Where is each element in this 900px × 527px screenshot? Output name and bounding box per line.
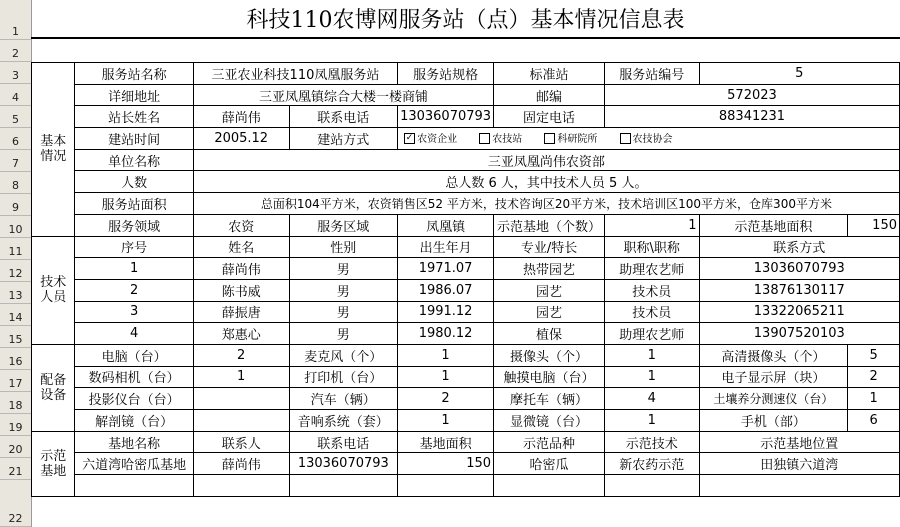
station-spec[interactable]: 标准站: [494, 63, 605, 85]
cell-label[interactable]: 站长姓名: [75, 106, 193, 128]
demo-cell[interactable]: 13036070793: [289, 453, 398, 475]
equipment-count[interactable]: 1: [604, 344, 699, 366]
method-option[interactable]: 农技站: [479, 134, 522, 145]
cell-label[interactable]: 详细地址: [75, 84, 193, 106]
table-row: [32, 236, 900, 258]
staff-cell[interactable]: 13876130117: [699, 279, 899, 301]
table-row: [32, 214, 900, 236]
staff-cell[interactable]: 园艺: [494, 279, 605, 301]
equipment-count[interactable]: 4: [604, 388, 699, 410]
group-label-basic: 基本情况: [32, 63, 75, 237]
station-area[interactable]: 总面积104平方米，农资销售区52 平方米，技术咨询区20平方米，技术培训区100平方米，仓库300平方米: [193, 193, 899, 215]
row-number[interactable]: 16: [0, 348, 31, 370]
staff-cell[interactable]: 1980.12: [398, 323, 494, 345]
staff-cell[interactable]: 3: [75, 301, 193, 323]
table-row: [32, 84, 900, 106]
table-row: [32, 323, 900, 345]
row-number[interactable]: 6: [0, 128, 31, 150]
equipment-label[interactable]: 解剖镜（台）: [75, 410, 193, 432]
equipment-label[interactable]: 高清摄像头（个）: [699, 344, 848, 366]
demo-cell[interactable]: 150: [398, 453, 494, 475]
row-number[interactable]: 14: [0, 304, 31, 326]
staff-cell[interactable]: 薛振唐: [193, 301, 289, 323]
table-row: [32, 149, 900, 171]
row-number[interactable]: 18: [0, 392, 31, 414]
table-row: [32, 279, 900, 301]
column-header[interactable]: 出生年月: [398, 236, 494, 258]
staff-cell[interactable]: 技术员: [604, 279, 699, 301]
row-number[interactable]: 20: [0, 436, 31, 458]
equipment-label[interactable]: 土壤养分测速仪（台）: [699, 388, 848, 410]
table-row: [32, 475, 900, 497]
staff-cell[interactable]: 1991.12: [398, 301, 494, 323]
row-number[interactable]: 15: [0, 326, 31, 348]
row-number[interactable]: 21: [0, 458, 31, 480]
cell-label[interactable]: 示范基地面积: [699, 214, 848, 236]
table-row: [32, 453, 900, 475]
checkbox[interactable]: [620, 133, 631, 144]
demo-base-count[interactable]: 1: [604, 214, 699, 236]
checkbox[interactable]: [479, 133, 490, 144]
staff-cell[interactable]: 1971.07: [398, 258, 494, 280]
table-row: [32, 301, 900, 323]
cell-label[interactable]: 邮编: [494, 84, 605, 106]
equipment-label[interactable]: 数码相机（台）: [75, 366, 193, 388]
cell-label[interactable]: 服务站规格: [398, 63, 494, 85]
empty-cell[interactable]: [699, 475, 899, 497]
info-table-wrapper: [31, 62, 900, 497]
demo-cell[interactable]: 田独镇六道湾: [699, 453, 899, 475]
empty-cell[interactable]: [604, 475, 699, 497]
row-number[interactable]: 22: [0, 480, 31, 527]
column-header[interactable]: 专业/特长: [494, 236, 605, 258]
column-header[interactable]: 基地面积: [398, 431, 494, 453]
column-header[interactable]: 序号: [75, 236, 193, 258]
row-number[interactable]: 19: [0, 414, 31, 436]
staff-cell[interactable]: 园艺: [494, 301, 605, 323]
equipment-count[interactable]: 2: [398, 388, 494, 410]
cell-label[interactable]: 服务区域: [289, 214, 398, 236]
equipment-label[interactable]: 显微镜（台）: [494, 410, 605, 432]
equipment-count[interactable]: 6: [848, 410, 900, 432]
equipment-label[interactable]: 摩托车（辆）: [494, 388, 605, 410]
cell-label[interactable]: 建站时间: [75, 128, 193, 150]
fixed-phone[interactable]: 88341231: [604, 106, 899, 128]
table-row: [32, 128, 900, 150]
empty-cell[interactable]: [398, 475, 494, 497]
demo-cell[interactable]: 新农药示范: [604, 453, 699, 475]
column-header[interactable]: 性别: [289, 236, 398, 258]
equipment-count[interactable]: 1: [193, 366, 289, 388]
checkbox[interactable]: [544, 133, 555, 144]
equipment-label[interactable]: 音响系统（套）: [289, 410, 398, 432]
row-header-column: [0, 0, 32, 527]
equipment-label[interactable]: 电子显示屏（块）: [699, 366, 848, 388]
equipment-count[interactable]: [193, 410, 289, 432]
equipment-label[interactable]: 麦克风（个）: [289, 344, 398, 366]
equipment-label[interactable]: 投影仪台（台）: [75, 388, 193, 410]
row-number[interactable]: 1: [0, 0, 31, 40]
build-date[interactable]: 2005.12: [193, 128, 289, 150]
staff-cell[interactable]: 13322065211: [699, 301, 899, 323]
staff-cell[interactable]: 13907520103: [699, 323, 899, 345]
staff-cell[interactable]: 4: [75, 323, 193, 345]
column-header[interactable]: 示范品种: [494, 431, 605, 453]
station-head[interactable]: 薛尚伟: [193, 106, 289, 128]
equipment-count[interactable]: 1: [848, 388, 900, 410]
row-number[interactable]: 2: [0, 40, 31, 62]
equipment-count[interactable]: 1: [604, 366, 699, 388]
table-row: [32, 431, 900, 453]
demo-cell[interactable]: 哈密瓜: [494, 453, 605, 475]
staff-cell[interactable]: 13036070793: [699, 258, 899, 280]
method-option[interactable]: ✓ 农资企业: [405, 132, 458, 146]
demo-cell[interactable]: 薛尚伟: [193, 453, 289, 475]
blank-row[interactable]: [31, 39, 900, 62]
service-field[interactable]: 农资: [193, 214, 289, 236]
equipment-count[interactable]: 1: [398, 366, 494, 388]
cell-label[interactable]: 服务站名称: [75, 63, 193, 85]
staff-cell[interactable]: 热带园艺: [494, 258, 605, 280]
row-number[interactable]: 13: [0, 282, 31, 304]
empty-cell[interactable]: [75, 475, 193, 497]
unit-name[interactable]: 三亚凤凰尚伟农资部: [193, 149, 899, 171]
cell-label[interactable]: 服务领域: [75, 214, 193, 236]
equipment-label[interactable]: 触摸电脑（台）: [494, 366, 605, 388]
staff-cell[interactable]: 1: [75, 258, 193, 280]
table-row: [32, 388, 900, 410]
checkbox[interactable]: ✓: [405, 132, 414, 143]
method-option[interactable]: 农技协会: [620, 134, 673, 145]
row-number[interactable]: 8: [0, 172, 31, 194]
cell-label[interactable]: 人数: [75, 171, 193, 193]
staff-cell[interactable]: 2: [75, 279, 193, 301]
row-number[interactable]: 7: [0, 150, 31, 172]
station-address[interactable]: 三亚凤凰镇综合大楼一楼商铺: [193, 84, 493, 106]
row-number[interactable]: 12: [0, 260, 31, 282]
staff-cell[interactable]: 薛尚伟: [193, 258, 289, 280]
empty-cell[interactable]: [494, 475, 605, 497]
staff-cell[interactable]: 郑惠心: [193, 323, 289, 345]
head-phone[interactable]: 13036070793: [398, 106, 494, 128]
equipment-count[interactable]: 1: [604, 410, 699, 432]
cell-label[interactable]: 固定电话: [494, 106, 605, 128]
cell-label[interactable]: 单位名称: [75, 149, 193, 171]
staff-cell[interactable]: 助理农艺师: [604, 323, 699, 345]
demo-cell[interactable]: 六道湾哈密瓜基地: [75, 453, 193, 475]
equipment-count[interactable]: 5: [848, 344, 900, 366]
column-header[interactable]: 联系电话: [289, 431, 398, 453]
column-header[interactable]: 示范基地位置: [699, 431, 899, 453]
station-number[interactable]: 5: [699, 63, 899, 85]
equipment-count[interactable]: 2: [193, 344, 289, 366]
row-number[interactable]: 10: [0, 216, 31, 238]
demo-base-area[interactable]: 150: [848, 214, 900, 236]
table-row: [32, 63, 900, 85]
column-header[interactable]: 示范技术: [604, 431, 699, 453]
equipment-label[interactable]: 打印机（台）: [289, 366, 398, 388]
row-number[interactable]: 17: [0, 370, 31, 392]
empty-cell[interactable]: [193, 475, 289, 497]
row-number[interactable]: 11: [0, 238, 31, 260]
equipment-count[interactable]: 2: [848, 366, 900, 388]
cell-label[interactable]: 示范基地（个数）: [494, 214, 605, 236]
column-header[interactable]: 联系人: [193, 431, 289, 453]
staff-cell[interactable]: 男: [289, 323, 398, 345]
table-row: [32, 366, 900, 388]
build-method-options: [398, 128, 900, 150]
staff-cell[interactable]: 男: [289, 301, 398, 323]
table-row: [32, 171, 900, 193]
equipment-count[interactable]: 1: [398, 344, 494, 366]
row-number[interactable]: 5: [0, 106, 31, 128]
empty-cell[interactable]: [289, 475, 398, 497]
staff-cell[interactable]: 植保: [494, 323, 605, 345]
staff-cell[interactable]: 助理农艺师: [604, 258, 699, 280]
method-option[interactable]: 科研院所: [544, 134, 597, 145]
table-row: [32, 106, 900, 128]
equipment-count[interactable]: 1: [398, 410, 494, 432]
row-number[interactable]: 9: [0, 194, 31, 216]
equipment-label[interactable]: 电脑（台）: [75, 344, 193, 366]
row-number[interactable]: 3: [0, 62, 31, 84]
column-header[interactable]: 基地名称: [75, 431, 193, 453]
cell-label[interactable]: 服务站编号: [604, 63, 699, 85]
staff-cell[interactable]: 男: [289, 258, 398, 280]
cell-label[interactable]: 建站方式: [289, 128, 398, 150]
equipment-count[interactable]: [193, 388, 289, 410]
group-label-equipment: 配备设备: [32, 344, 75, 431]
cell-label[interactable]: 联系电话: [289, 106, 398, 128]
zip-code[interactable]: 572023: [604, 84, 899, 106]
table-row: [32, 193, 900, 215]
table-row: [32, 258, 900, 280]
group-label-demo: 示范基地: [32, 431, 75, 496]
staff-cell[interactable]: 技术员: [604, 301, 699, 323]
column-header[interactable]: 联系方式: [699, 236, 899, 258]
column-header[interactable]: 姓名: [193, 236, 289, 258]
service-region[interactable]: 凤凰镇: [398, 214, 494, 236]
table-row: [32, 344, 900, 366]
people-count[interactable]: 总人数 6 人，其中技术人员 5 人。: [193, 171, 899, 193]
staff-cell[interactable]: 1986.07: [398, 279, 494, 301]
sheet-title[interactable]: 科技110农博网服务站（点）基本情况信息表: [31, 0, 900, 39]
info-table: [31, 62, 900, 497]
station-name[interactable]: 三亚农业科技110凤凰服务站: [193, 63, 397, 85]
cell-label[interactable]: 服务站面积: [75, 193, 193, 215]
equipment-label[interactable]: 汽车（辆）: [289, 388, 398, 410]
group-label-staff: 技术人员: [32, 236, 75, 344]
column-header[interactable]: 职称\职称: [604, 236, 699, 258]
table-row: [32, 410, 900, 432]
equipment-label[interactable]: 摄像头（个）: [494, 344, 605, 366]
staff-cell[interactable]: 男: [289, 279, 398, 301]
equipment-label[interactable]: 手机（部）: [699, 410, 848, 432]
row-number[interactable]: 4: [0, 84, 31, 106]
staff-cell[interactable]: 陈书威: [193, 279, 289, 301]
